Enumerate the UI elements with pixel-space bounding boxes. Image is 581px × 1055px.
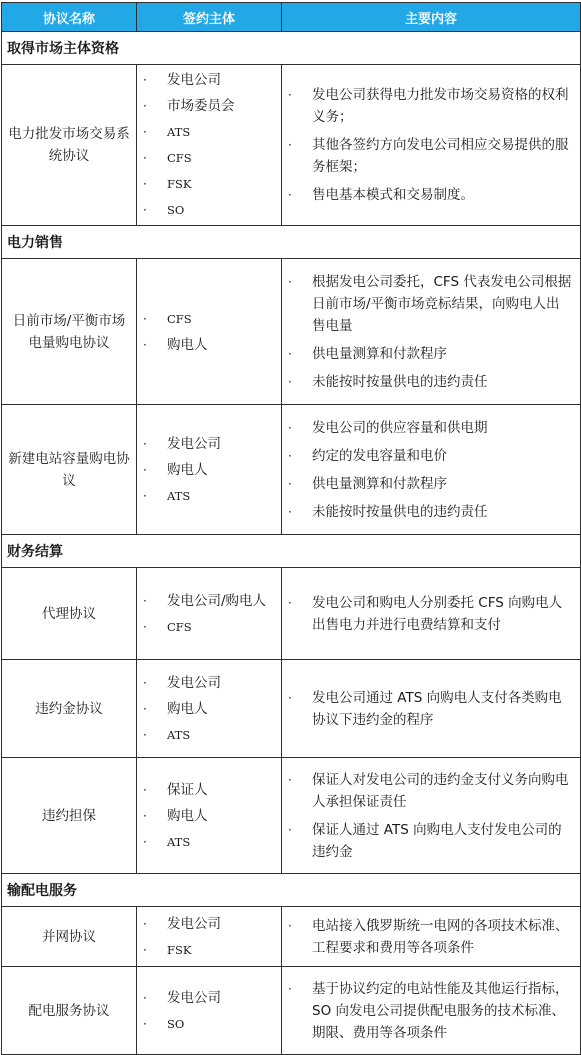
party-list <box>137 433 277 507</box>
party-item <box>137 173 277 195</box>
bullet-icon: · <box>288 476 292 491</box>
party-text: 购电人 <box>167 336 208 353</box>
party-item <box>137 672 277 694</box>
header-agreement-name: 协议名称 <box>2 3 137 32</box>
content-item <box>282 592 572 636</box>
party-text: ATS <box>167 488 191 503</box>
party-item <box>137 939 277 961</box>
agreement-name: 日前市场/平衡市场电量购电协议 <box>2 259 137 405</box>
party-item <box>137 69 277 91</box>
party-item <box>137 147 277 169</box>
party-text: 发电公司 <box>167 435 221 452</box>
party-list <box>137 69 277 221</box>
agreement-name: 代理协议 <box>2 568 137 660</box>
bullet-icon: · <box>143 177 147 191</box>
content-text: 保证人通过 ATS 向购电人支付发电公司的违约金 <box>312 821 562 860</box>
content-item <box>282 343 572 365</box>
section-row <box>2 874 581 907</box>
bullet-icon: · <box>288 188 292 202</box>
signing-parties-cell <box>137 568 282 660</box>
bullet-icon: · <box>143 593 147 608</box>
table-row <box>2 758 581 874</box>
content-list <box>282 978 572 1044</box>
bullet-icon: · <box>288 504 292 519</box>
content-list <box>282 769 572 863</box>
party-text: 发电公司 <box>167 915 221 932</box>
party-item <box>137 199 277 221</box>
header-main-content: 主要内容 <box>282 3 581 32</box>
agreement-name: 电力批发市场交易系统协议 <box>2 65 137 226</box>
bullet-icon: · <box>143 619 147 634</box>
section-title: 电力销售 <box>2 226 581 259</box>
table-row <box>2 405 581 535</box>
bullet-icon: · <box>143 782 147 797</box>
party-item <box>137 831 277 853</box>
party-text: FSK <box>167 942 192 957</box>
content-list <box>282 84 572 206</box>
content-item <box>282 184 572 206</box>
party-text: 购电人 <box>167 461 208 478</box>
content-text: 根据发电公司委托，CFS 代表发电公司根据日前市场/平衡市场竞标结果，向购电人出售电量 <box>312 273 572 334</box>
content-item <box>282 687 572 731</box>
agreements-table <box>1 2 581 1055</box>
content-item <box>282 371 572 393</box>
bullet-icon: · <box>143 834 147 849</box>
bullet-icon: · <box>143 942 147 957</box>
party-item <box>137 334 277 356</box>
party-list <box>137 590 277 638</box>
party-item <box>137 459 277 481</box>
bullet-icon: · <box>143 488 147 503</box>
content-item <box>282 978 572 1044</box>
bullet-icon: · <box>143 203 147 217</box>
party-item <box>137 805 277 827</box>
bullet-icon: · <box>143 727 147 742</box>
content-list <box>282 592 572 636</box>
agreement-name: 违约金协议 <box>2 660 137 758</box>
bullet-icon: · <box>143 916 147 931</box>
party-text: 购电人 <box>167 807 208 824</box>
section-row <box>2 535 581 568</box>
content-item <box>282 769 572 813</box>
content-text: 电站接入俄罗斯统一电网的各项技术标准、工程要求和费用等各项条件 <box>312 917 569 956</box>
content-item <box>282 501 572 523</box>
section-title: 财务结算 <box>2 535 581 568</box>
party-text: SO <box>167 203 185 217</box>
bullet-icon: · <box>288 346 292 361</box>
bullet-icon: · <box>143 990 147 1005</box>
content-item <box>282 445 572 467</box>
main-content-cell <box>282 758 581 874</box>
section-row <box>2 32 581 65</box>
party-text: 市场委员会 <box>167 98 235 114</box>
main-content-cell <box>282 907 581 967</box>
party-item <box>137 95 277 117</box>
content-text: 发电公司通过 ATS 向购电人支付各类购电协议下违约金的程序 <box>312 689 562 728</box>
content-list <box>282 271 572 393</box>
bullet-icon: · <box>143 701 147 716</box>
content-text: 售电基本模式和交易制度。 <box>312 187 474 203</box>
content-text: 未能按时按量供电的违约责任 <box>312 503 488 520</box>
signing-parties-cell <box>137 967 282 1055</box>
party-list <box>137 913 277 961</box>
party-text: 购电人 <box>167 700 208 717</box>
content-item <box>282 84 572 128</box>
main-content-cell <box>282 259 581 405</box>
party-text: FSK <box>167 177 192 191</box>
party-text: 发电公司/购电人 <box>167 592 267 609</box>
content-item <box>282 417 572 439</box>
party-item <box>137 433 277 455</box>
party-text: 发电公司 <box>167 72 221 88</box>
bullet-icon: · <box>288 822 292 837</box>
bullet-icon: · <box>288 448 292 463</box>
content-text: 发电公司获得电力批发市场交易资格的权利义务； <box>312 87 569 125</box>
bullet-icon: · <box>143 337 147 352</box>
content-text: 其他各签约方向发电公司相应交易提供的服务框架； <box>312 137 569 175</box>
section-title: 输配电服务 <box>2 874 581 907</box>
agreement-name: 违约担保 <box>2 758 137 874</box>
main-content-cell <box>282 568 581 660</box>
table-row <box>2 660 581 758</box>
table-row <box>2 65 581 226</box>
content-text: 供电量测算和付款程序 <box>312 345 447 362</box>
party-text: CFS <box>167 311 192 326</box>
party-list <box>137 987 277 1035</box>
content-text: 约定的发电容量和电价 <box>312 447 447 464</box>
bullet-icon: · <box>288 138 292 152</box>
party-text: CFS <box>167 619 192 634</box>
party-item <box>137 1013 277 1035</box>
party-item <box>137 987 277 1009</box>
bullet-icon: · <box>143 311 147 326</box>
bullet-icon: · <box>288 274 292 289</box>
bullet-icon: · <box>288 772 292 787</box>
party-item <box>137 913 277 935</box>
party-item <box>137 308 277 330</box>
main-content-cell <box>282 405 581 535</box>
table-row <box>2 259 581 405</box>
bullet-icon: · <box>288 420 292 435</box>
signing-parties-cell <box>137 907 282 967</box>
content-item <box>282 819 572 863</box>
section-row <box>2 226 581 259</box>
party-list <box>137 308 277 356</box>
party-text: 发电公司 <box>167 989 221 1006</box>
bullet-icon: · <box>288 374 292 389</box>
party-item <box>137 590 277 612</box>
content-text: 供电量测算和付款程序 <box>312 475 447 492</box>
bullet-icon: · <box>288 981 292 996</box>
content-list <box>282 417 572 523</box>
party-text: ATS <box>167 727 191 742</box>
content-text: 未能按时按量供电的违约责任 <box>312 373 488 390</box>
party-item <box>137 724 277 746</box>
agreement-name: 配电服务协议 <box>2 967 137 1055</box>
bullet-icon: · <box>288 595 292 610</box>
table-body <box>2 32 581 1055</box>
bullet-icon: · <box>288 918 292 933</box>
table-row <box>2 568 581 660</box>
party-list <box>137 779 277 853</box>
signing-parties-cell <box>137 405 282 535</box>
bullet-icon: · <box>143 462 147 477</box>
signing-parties-cell <box>137 65 282 226</box>
signing-parties-cell <box>137 660 282 758</box>
main-content-cell <box>282 65 581 226</box>
bullet-icon: · <box>143 99 147 113</box>
content-list <box>282 687 572 731</box>
content-text: 发电公司的供应容量和供电期 <box>312 419 488 436</box>
section-title: 取得市场主体资格 <box>2 32 581 65</box>
party-item <box>137 485 277 507</box>
signing-parties-cell <box>137 758 282 874</box>
header-row <box>2 3 581 32</box>
bullet-icon: · <box>143 436 147 451</box>
party-item <box>137 698 277 720</box>
party-item <box>137 616 277 638</box>
party-item <box>137 121 277 143</box>
content-text: 发电公司和购电人分别委托 CFS 向购电人出售电力并进行电费结算和支付 <box>312 594 563 633</box>
bullet-icon: · <box>143 125 147 139</box>
party-text: ATS <box>167 125 191 139</box>
bullet-icon: · <box>288 88 292 102</box>
table-row <box>2 907 581 967</box>
bullet-icon: · <box>143 675 147 690</box>
header-signing-parties: 签约主体 <box>137 3 282 32</box>
bullet-icon: · <box>143 73 147 87</box>
party-list <box>137 672 277 746</box>
content-item <box>282 271 572 337</box>
bullet-icon: · <box>143 808 147 823</box>
content-text: 基于协议约定的电站性能及其他运行指标，SO 向发电公司提供配电服务的技术标准、期限、费用等各项条件 <box>312 980 569 1041</box>
signing-parties-cell <box>137 259 282 405</box>
content-item <box>282 473 572 495</box>
agreement-name: 并网协议 <box>2 907 137 967</box>
table-row <box>2 967 581 1055</box>
content-list <box>282 915 572 959</box>
bullet-icon: · <box>288 690 292 705</box>
main-content-cell <box>282 660 581 758</box>
party-text: SO <box>167 1016 185 1031</box>
bullet-icon: · <box>143 151 147 165</box>
content-item <box>282 134 572 178</box>
main-content-cell <box>282 967 581 1055</box>
party-text: CFS <box>167 151 192 165</box>
agreement-name: 新建电站容量购电协议 <box>2 405 137 535</box>
content-item <box>282 915 572 959</box>
party-text: 发电公司 <box>167 674 221 691</box>
party-text: ATS <box>167 834 191 849</box>
party-item <box>137 779 277 801</box>
bullet-icon: · <box>143 1016 147 1031</box>
content-text: 保证人对发电公司的违约金支付义务向购电人承担保证责任 <box>312 771 569 810</box>
party-text: 保证人 <box>167 781 208 798</box>
